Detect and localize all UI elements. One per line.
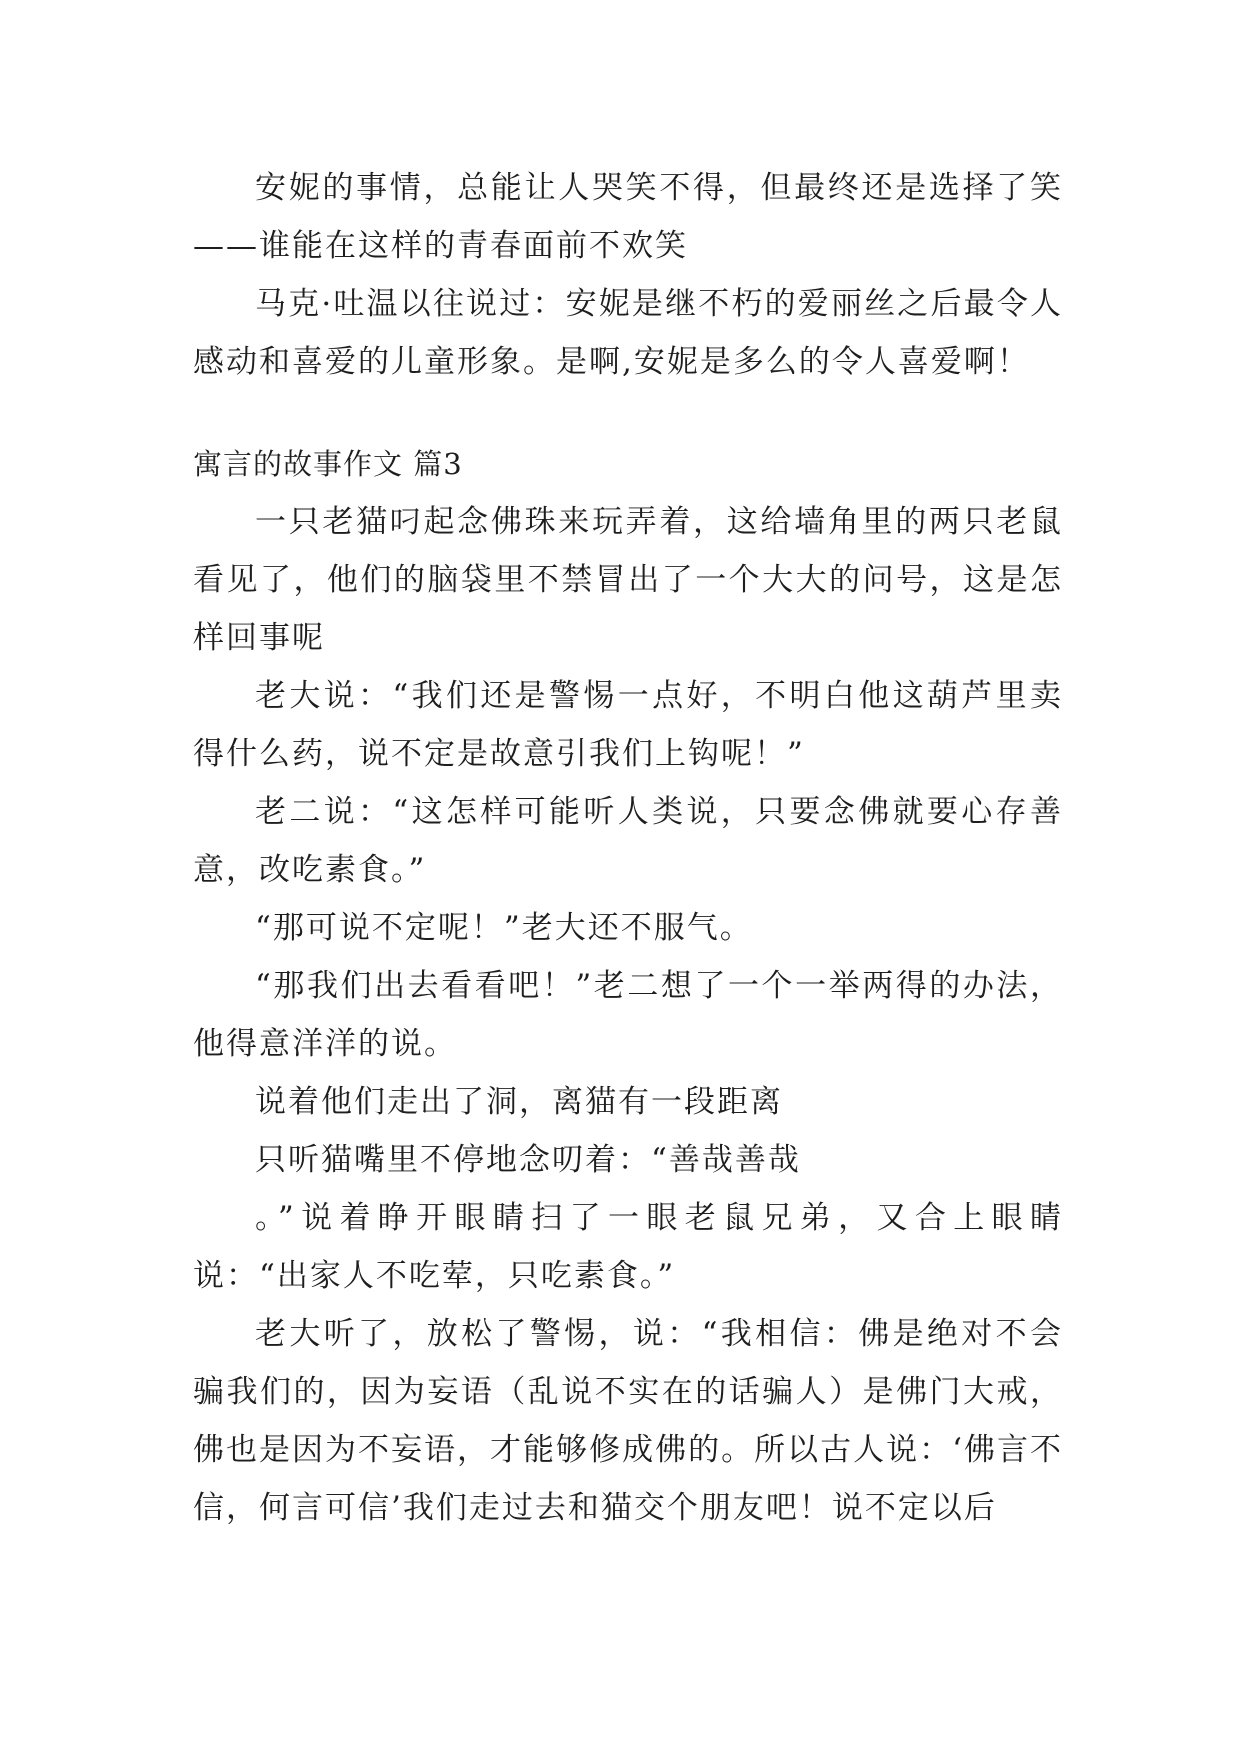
- paragraph: “那可说不定呢！”老大还不服气。: [255, 910, 753, 946]
- paragraph: 。”说着睁开眼睛扫了一眼老鼠兄弟，又合上眼睛说：“出家人不吃荤，只吃素食。”: [193, 1200, 1063, 1294]
- paragraph: 老二说：“这怎样可能听人类说，只要念佛就要心存善意，改吃素食。”: [193, 794, 1063, 888]
- paragraph: 只听猫嘴里不停地念叨着：“善哉善哉: [255, 1142, 801, 1178]
- paragraph: 一只老猫叼起念佛珠来玩弄着，这给墙角里的两只老鼠看见了，他们的脑袋里不禁冒出了一个大大的问号，这是怎样回事呢: [193, 504, 1063, 656]
- paragraph: 马克·吐温以往说过：安妮是继不朽的爱丽丝之后最令人感动和喜爱的儿童形象。是啊,安妮是多么的令人喜爱啊！: [193, 286, 1063, 380]
- paragraph: “那我们出去看看吧！”老二想了一个一举两得的办法，他得意洋洋的说。: [193, 968, 1063, 1062]
- paragraph: 老大听了，放松了警惕，说：“我相信：佛是绝对不会骗我们的，因为妄语（乱说不实在的话骗人）是佛门大戒，佛也是因为不妄语，才能够修成佛的。所以古人说：‘佛言不信，何言可信’我们走过去和猫交个朋友吧！说不定以后: [193, 1316, 1063, 1526]
- paragraph: 老大说：“我们还是警惕一点好，不明白他这葫芦里卖得什么药，说不定是故意引我们上钩呢！”: [193, 678, 1063, 772]
- section-title: 寓言的故事作文 篇3: [193, 447, 463, 481]
- paragraph: 说着他们走出了洞，离猫有一段距离: [255, 1084, 783, 1120]
- paragraph: 安妮的事情，总能让人哭笑不得，但最终还是选择了笑——谁能在这样的青春面前不欢笑: [193, 170, 1063, 264]
- document-body: [193, 159, 1063, 1537]
